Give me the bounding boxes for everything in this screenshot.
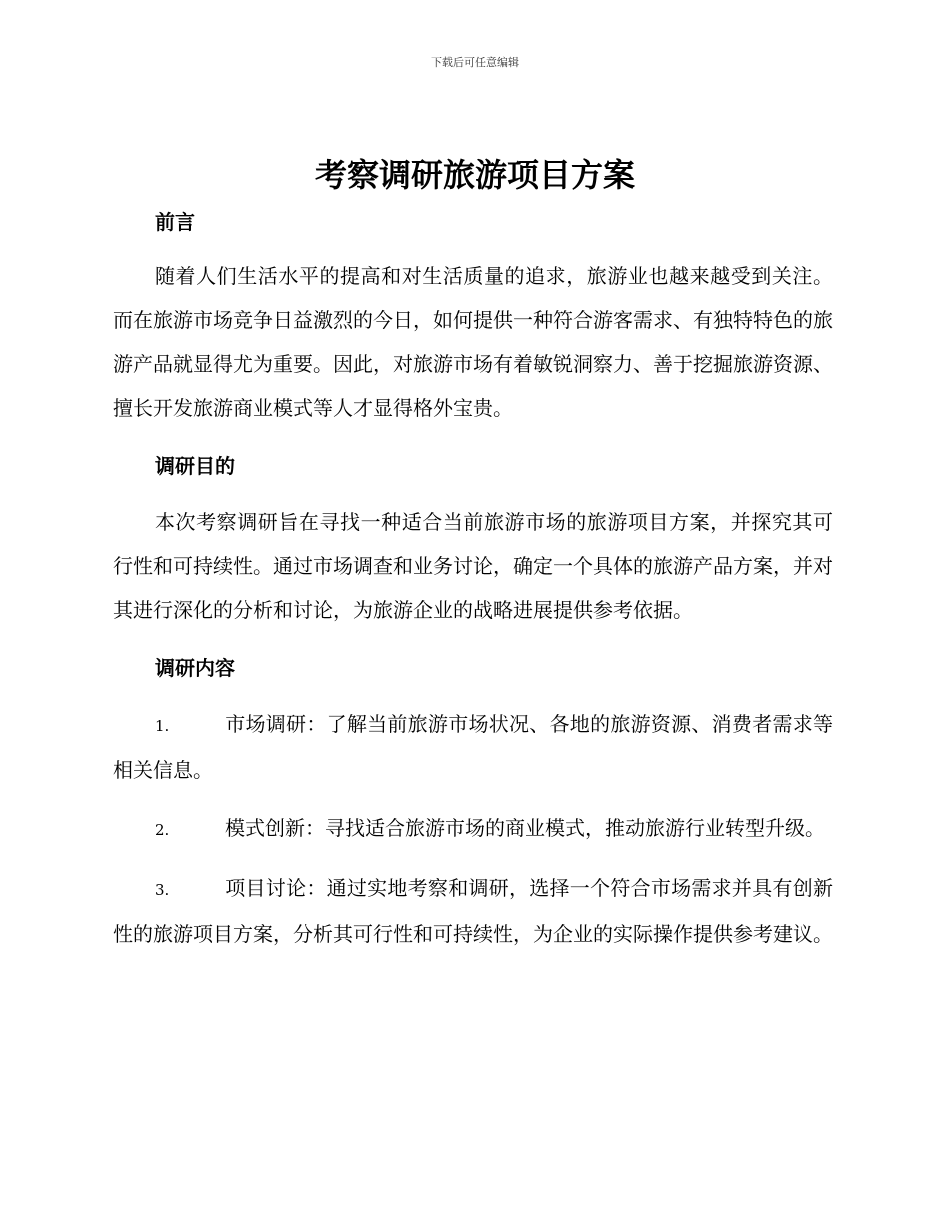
document-body	[113, 200, 833, 956]
list-item-text: 项目讨论：通过实地考察和调研，选择一个符合市场需求并具有创新性的旅游项目方案，分析其可行性和可持续性，为企业的实际操作提供参考建议。	[113, 876, 833, 946]
section-heading-purpose: 调研目的	[155, 454, 235, 478]
list-item	[113, 806, 833, 852]
list-item	[113, 702, 833, 792]
list-item	[113, 866, 833, 956]
section-heading-content: 调研内容	[155, 656, 235, 680]
list-item-text: 市场调研：了解当前旅游市场状况、各地的旅游资源、消费者需求等相关信息。	[113, 712, 833, 782]
section-body-preface: 随着人们生活水平的提高和对生活质量的追求，旅游业也越来越受到关注。而在旅游市场竞争日益激烈的今日，如何提供一种符合游客需求、有独特特色的旅游产品就显得尤为重要。因此，对旅游市场有着敏锐洞察力、善于挖掘旅游资源、擅长开发旅游商业模式等人才显得格外宝贵。	[113, 264, 833, 420]
list-item-text: 模式创新：寻找适合旅游市场的商业模式，推动旅游行业转型升级。	[225, 816, 825, 840]
document-title: 考察调研旅游项目方案	[314, 156, 635, 194]
list-item-number: 1.	[155, 717, 170, 735]
list-item-number: 2.	[155, 821, 170, 839]
header-note: 下载后可任意编辑	[431, 56, 519, 69]
section-body-purpose: 本次考察调研旨在寻找一种适合当前旅游市场的旅游项目方案，并探究其可行性和可持续性。通过市场调查和业务讨论，确定一个具体的旅游产品方案，并对其进行深化的分析和讨论，为旅游企业的战略进展提供参考依据。	[113, 510, 833, 622]
section-heading-preface: 前言	[155, 210, 195, 234]
list-item-number: 3.	[155, 881, 170, 899]
